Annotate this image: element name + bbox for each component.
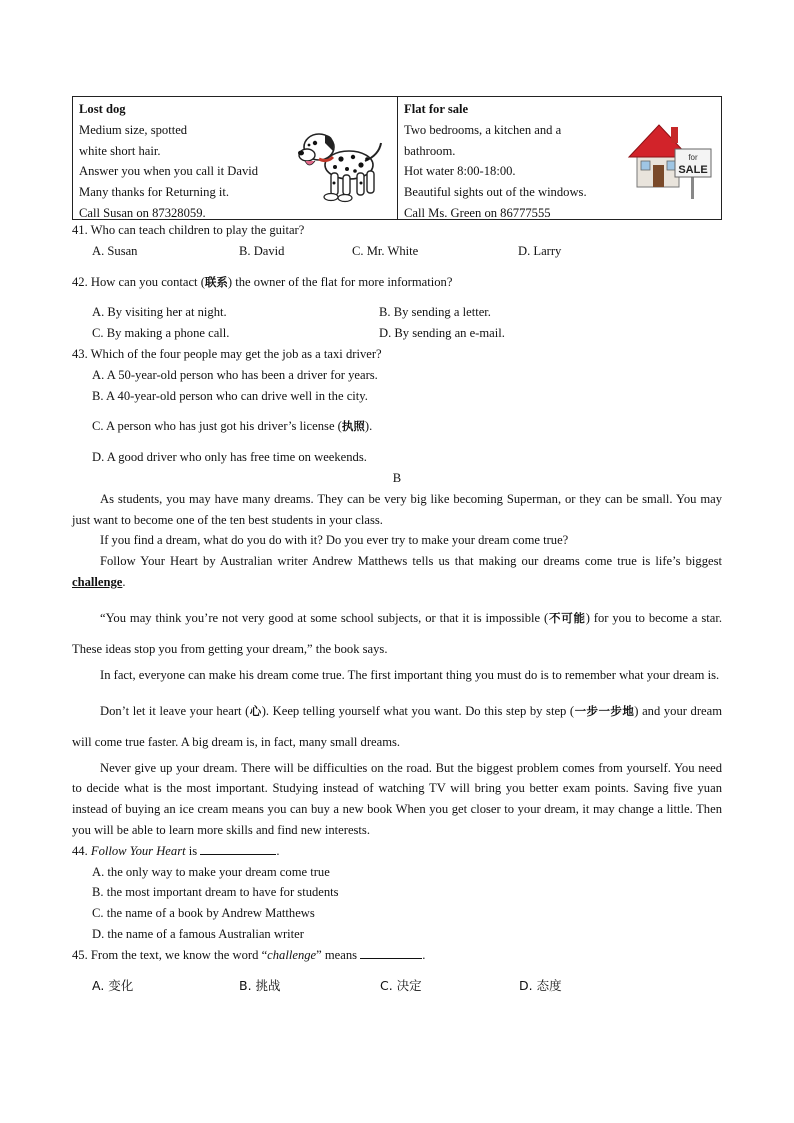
flat-line: Beautiful sights out of the windows. <box>404 185 587 200</box>
answer-blank[interactable] <box>200 842 276 855</box>
ads-table <box>72 96 722 220</box>
question-42: 42. How can you contact (联系) the owner of the flat for more information? <box>72 274 453 289</box>
passage-paragraph: In fact, everyone can make his dream come true. The first important thing you must do is to remember what your dream is. <box>100 667 720 682</box>
flat-for-sale-ad <box>397 97 721 219</box>
q45-option-a: A. 变化 <box>92 977 134 993</box>
q44-option-c: C. the name of a book by Andrew Matthews <box>92 906 315 921</box>
worksheet-page <box>72 96 722 996</box>
q42-option-b: B. By sending a letter. <box>379 305 491 320</box>
lost-dog-ad <box>73 97 397 219</box>
q42-option-a: A. By visiting her at night. <box>92 305 227 320</box>
dalmatian-dog-icon <box>295 121 387 203</box>
sign-for-text: for <box>688 153 698 162</box>
q45-option-b: B. 挑战 <box>239 977 281 993</box>
q42-option-d: D. By sending an e-mail. <box>379 326 505 341</box>
house-for-sale-icon <box>625 115 713 205</box>
question-44: 44. Follow Your Heart is . <box>72 843 280 858</box>
flat-title: Flat for sale <box>404 102 469 116</box>
passage-paragraph: “You may think you’re not very good at some school subjects, or that it is impossible (不可能) for you to become a star. These ideas stop you from getting your dream,” the book says. <box>72 610 723 656</box>
q44-option-d: D. the name of a famous Australian writer <box>92 926 304 941</box>
question-41: 41. Who can teach children to play the guitar? <box>72 223 305 237</box>
q41-option-b: B. David <box>239 243 285 258</box>
lost-dog-line: Answer you when you call it David <box>79 164 259 179</box>
q42-option-c: C. By making a phone call. <box>92 326 230 341</box>
q43-option-a: A. A 50-year-old person who has been a driver for years. <box>92 367 378 382</box>
q45-option-d: D. 态度 <box>519 977 562 993</box>
passage-paragraph: As students, you may have many dreams. They can be very big like becoming Superman, or they can be small. You may just want to become one of the ten best students in your class. <box>72 491 722 527</box>
section-b-heading: B <box>392 470 402 485</box>
answer-blank[interactable] <box>360 946 422 959</box>
passage-paragraph: Don’t let it leave your heart (心). Keep telling yourself what you want. Do this step by step (一步一步地) and your dream will come true faster. A big dream is, in fact, many small dreams. <box>72 703 723 749</box>
lost-dog-title: Lost dog <box>79 102 126 116</box>
passage-paragraph: Never give up your dream. There will be difficulties on the road. But the biggest problem comes from yourself. You need to decide what is the most important. Studying instead of watching TV will bring you better exam points. Saving five yuan instead of buying an ice cream means you can buy a new book When you get closer to your dream, it may change a little. Then you will be able to learn more skills and find new interests. <box>72 760 722 837</box>
lost-dog-line: Medium size, spotted <box>79 122 188 137</box>
question-45: 45. From the text, we know the word “challenge” means . <box>72 947 426 962</box>
challenge-word: challenge <box>72 574 123 589</box>
q43-option-b: B. A 40-year-old person who can drive well in the city. <box>92 388 368 403</box>
q44-option-b: B. the most important dream to have for students <box>92 885 339 900</box>
q42-options <box>72 302 722 344</box>
flat-line: Two bedrooms, a kitchen and a <box>404 122 562 137</box>
q43-option-d: D. A good driver who only has free time on weekends. <box>92 450 367 465</box>
q41-option-d: D. Larry <box>518 243 562 258</box>
q41-option-c: C. Mr. White <box>352 243 419 258</box>
lost-dog-line: white short hair. <box>79 143 161 158</box>
q41-option-a: A. Susan <box>92 243 138 258</box>
q45-options <box>72 976 722 997</box>
q43-option-c: C. A person who has just got his driver’s license (执照). <box>92 419 373 434</box>
q44-option-a: A. the only way to make your dream come true <box>92 864 330 879</box>
flat-line: Hot water 8:00-18:00. <box>404 164 516 179</box>
flat-line: bathroom. <box>404 143 456 158</box>
sign-sale-text: SALE <box>678 164 708 176</box>
passage-paragraph: If you find a dream, what do you do with it? Do you ever try to make your dream come true? <box>100 533 569 548</box>
q45-option-c: C. 决定 <box>380 977 422 993</box>
q41-options <box>72 241 722 262</box>
passage-paragraph: Follow Your Heart by Australian writer Andrew Matthews tells us that making our dreams come true is life’s biggest challenge. <box>72 554 722 589</box>
lost-dog-line: Call Susan on 87328059. <box>79 205 206 220</box>
flat-line: Call Ms. Green on 86777555 <box>404 205 551 220</box>
question-43: 43. Which of the four people may get the job as a taxi driver? <box>72 346 382 361</box>
lost-dog-line: Many thanks for Returning it. <box>79 185 230 200</box>
